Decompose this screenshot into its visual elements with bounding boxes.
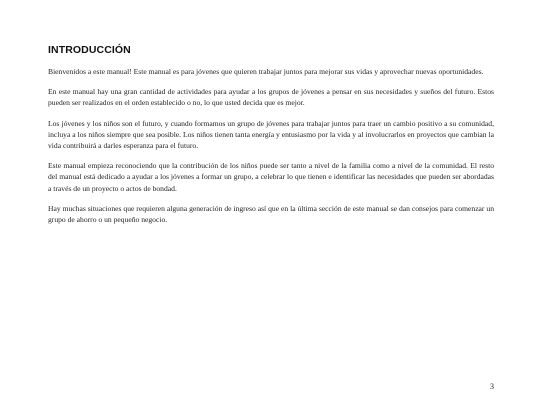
- page-content: [48, 44, 494, 234]
- paragraph-welcome: Bienvenidos a este manual! Este manual es para jóvenes que quieren trabajar juntos para mejorar sus vidas y aprovechar nuevas oportunidades.: [48, 67, 484, 76]
- page-number: 3: [490, 382, 494, 391]
- paragraph-activities: En este manual hay una gran cantidad de actividades para ayudar a los grupos de jóvenes a pensar en sus necesidades y sueños del futuro. Estos pueden ser realizados en el orden establecido o no, lo que usted decida que es mejor.: [48, 87, 494, 108]
- paragraph-manual-structure: Este manual empieza reconociendo que la contribución de los niños puede ser tanto a nivel de la familia como a nivel de la comunidad. El resto del manual está dedicado a ayudar a los jóvenes a formar un grupo, a celebrar lo que tienen e identificar las necesidades que pueden ser abordadas a través de un proyecto o actos de bondad.: [48, 161, 494, 193]
- section-heading: INTRODUCCIÓN: [48, 44, 131, 56]
- paragraph-youth-children: Los jóvenes y los niños son el futuro, y cuando formamos un grupo de jóvenes para trabajar juntos para traer un cambio positivo a su comunidad, incluya a los niños siempre que sea posible. Los niños tienen tanta energía y entusiasmo por la vida y al involucrarlos en proyectos que cambian la vida contribuirá a darles esperanza para el futuro.: [48, 118, 494, 151]
- paragraph-income-generation: Hay muchas situaciones que requieren alguna generación de ingreso así que en la última sección de este manual se dan consejos para comenzar un grupo de ahorro o un pequeño negocio.: [48, 203, 494, 225]
